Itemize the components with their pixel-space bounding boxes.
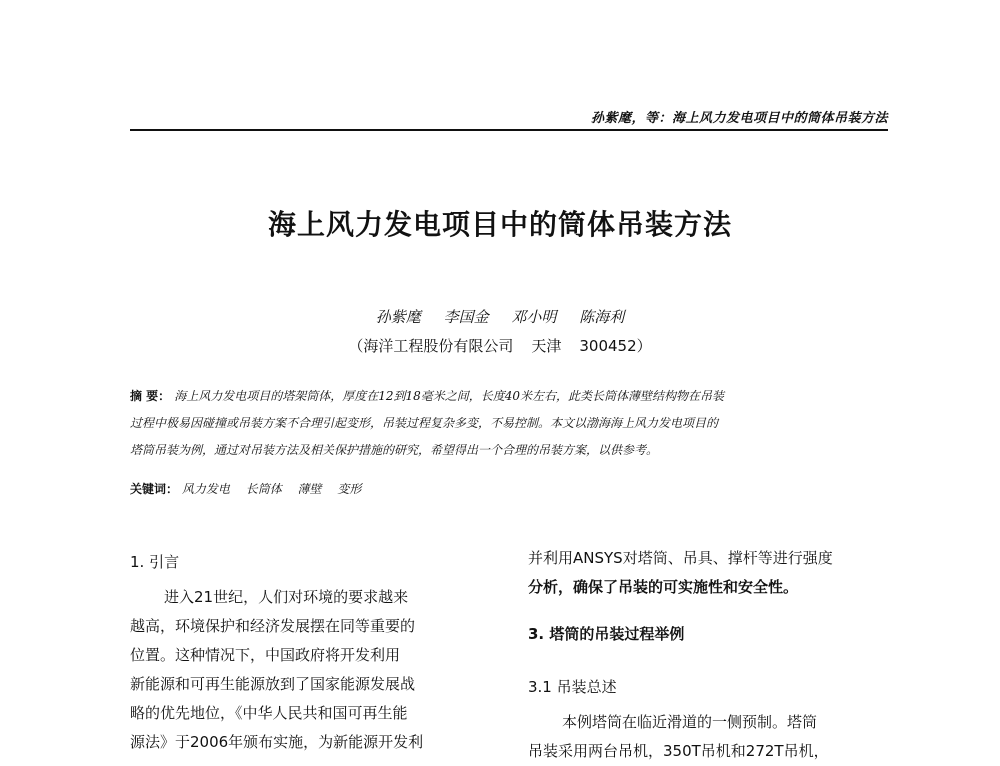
abstract — [130, 383, 890, 464]
running-header: 孙紫麾，等：海上风力发电项目中的筒体吊装方法 — [590, 111, 888, 126]
affiliation-zip: 300452 — [579, 337, 637, 355]
keyword: 薄壁 — [297, 482, 322, 496]
author-name: 邓小明 — [511, 308, 557, 326]
abstract-line: 塔筒吊装为例，通过对吊装方法及相关保护措施的研究，希望得出一个合理的吊装方案，以供参考。 — [130, 443, 659, 457]
affiliation-city: 天津 — [531, 337, 562, 355]
keyword: 风力发电 — [181, 482, 230, 496]
abstract-line: 过程中极易因碰撞或吊装方案不合理引起变形，吊装过程复杂多变，不易控制。本文以渤海海上风力发电项目的 — [130, 416, 719, 430]
body-line: 吊装采用两台吊机，350T吊机和272T吊机， — [528, 742, 829, 760]
abstract-line — [130, 383, 890, 410]
body-line: 新能源和可再生能源放到了国家能源发展战 — [130, 675, 416, 693]
affiliation-open-paren: （ — [348, 337, 364, 355]
keyword: 变形 — [337, 482, 362, 496]
affiliation-close-paren: ） — [636, 337, 652, 355]
section-heading-introduction: 1. 引言 — [130, 553, 180, 571]
body-line: 位置。这种情况下，中国政府将开发利用 — [130, 646, 401, 664]
body-line: 本例塔筒在临近滑道的一侧预制。塔筒 — [562, 713, 818, 731]
header-rule — [130, 129, 888, 131]
author-list — [0, 306, 1000, 327]
keyword: 长筒体 — [245, 482, 282, 496]
abstract-label: 摘 要： — [130, 389, 171, 403]
body-column-left — [130, 548, 490, 757]
affiliation-org: 海洋工程股份有限公司 — [363, 337, 514, 355]
keywords-label: 关键词： — [130, 482, 179, 496]
body-column-right — [528, 544, 892, 766]
section-heading-3: 3. 塔筒的吊装过程举例 — [528, 625, 685, 643]
affiliation — [0, 335, 1000, 356]
section-heading-3-1: 3.1 吊装总述 — [528, 678, 617, 696]
article-title: 海上风力发电项目中的筒体吊装方法 — [267, 208, 732, 241]
body-line: 略的优先地位，《中华人民共和国可再生能 — [130, 704, 408, 722]
body-line: 进入21世纪，人们对环境的要求越来 — [164, 588, 409, 606]
author-name: 陈海利 — [579, 308, 625, 326]
keywords — [130, 480, 373, 497]
body-line: 并利用ANSYS对塔筒、吊具、撑杆等进行强度 — [528, 549, 833, 567]
abstract-text: 海上风力发电项目的塔架筒体，厚度在12到18毫米之间，长度40米左右，此类长筒体薄壁结构物在吊装 — [174, 389, 724, 403]
body-line: 分析，确保了吊装的可实施性和安全性。 — [528, 578, 799, 596]
body-line: 源法》于2006年颁布实施，为新能源开发利 — [130, 733, 424, 751]
author-name: 李国金 — [443, 308, 489, 326]
body-line: 越高，环境保护和经济发展摆在同等重要的 — [130, 617, 416, 635]
author-name: 孙紫麾 — [375, 308, 421, 326]
